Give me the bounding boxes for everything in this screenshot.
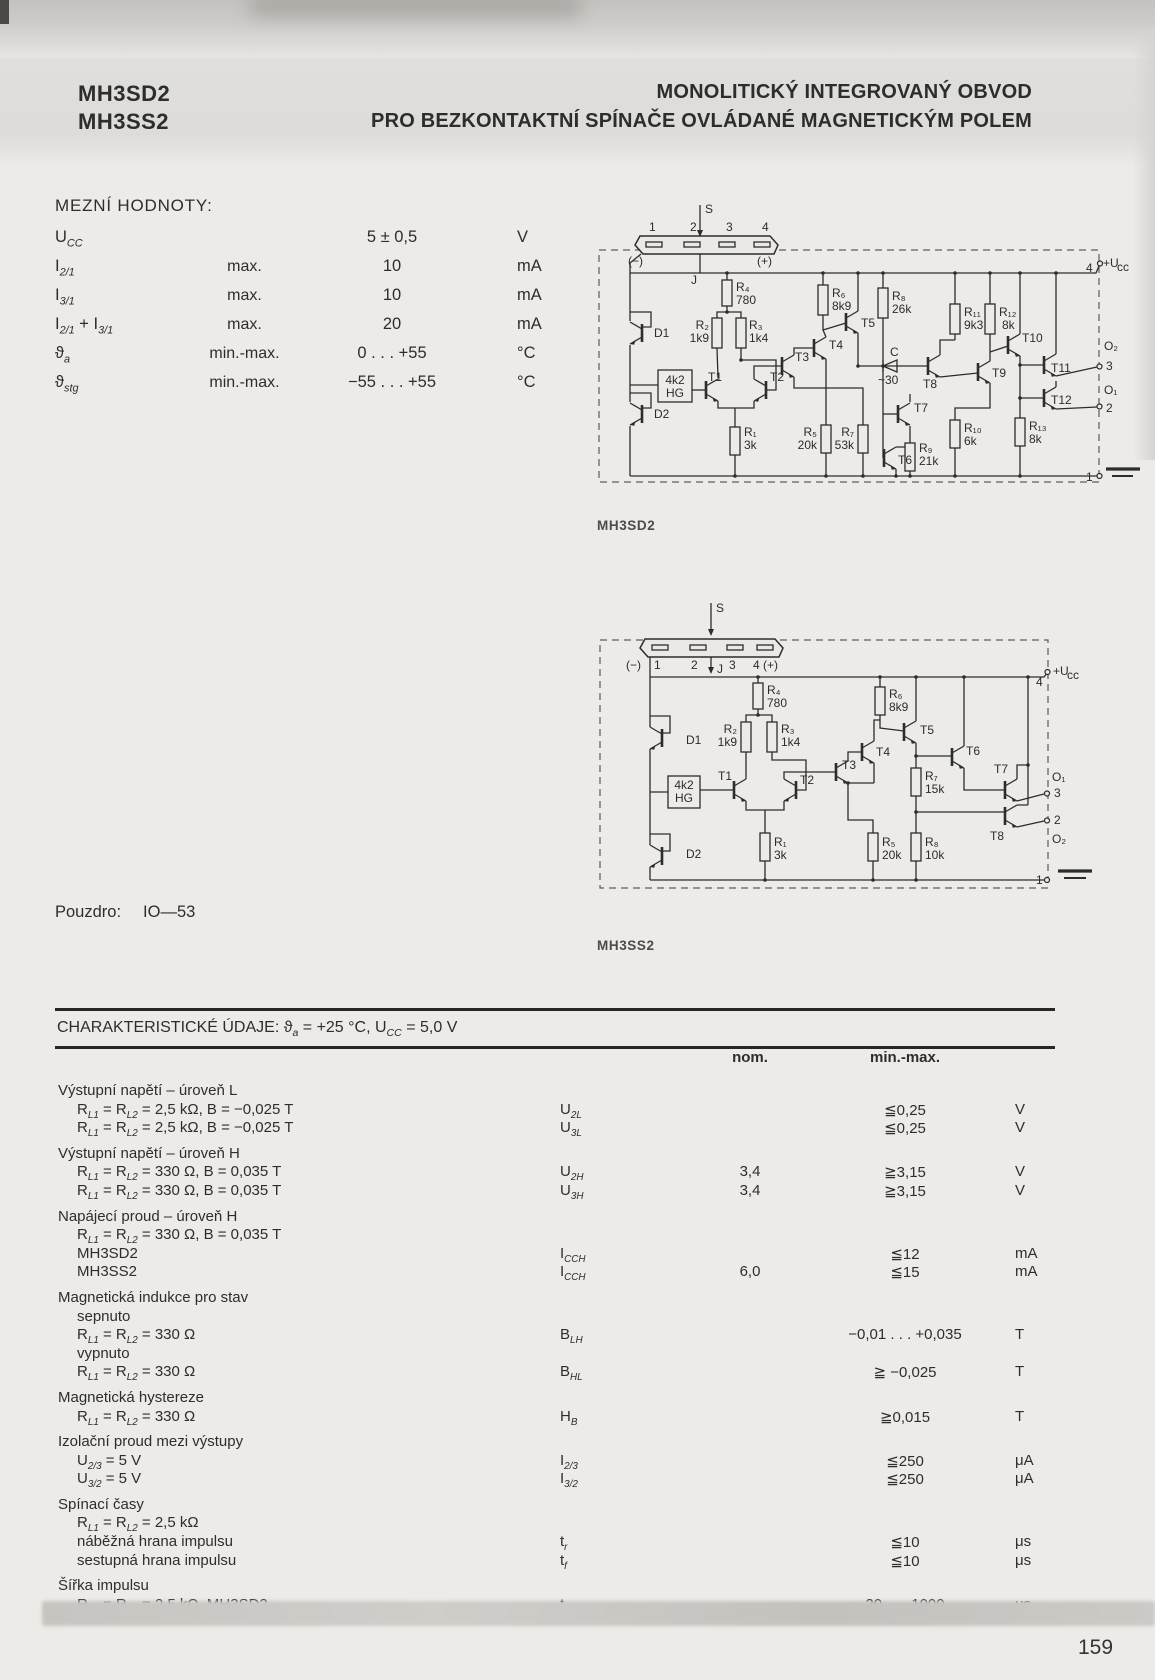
char-symbol: $U_{2H}$ [560, 1163, 584, 1184]
limit-value: 10 [382, 257, 402, 275]
char-group-header: Spínací časy [58, 1495, 144, 1513]
char-symbol: $B_{LH}$ [560, 1326, 583, 1347]
limit-row [55, 257, 615, 286]
part-number-2: MH3SS2 [78, 109, 170, 134]
scan-smudge [250, 0, 580, 16]
char-row [55, 1263, 1055, 1282]
limit-value: 20 [382, 315, 402, 333]
limit-symbol: $I_{2/1} + I_{3/1}$ [55, 315, 114, 337]
diagram-label: O₂ [1052, 832, 1066, 846]
package-label: Pouzdro: [55, 903, 122, 921]
char-minmax-value: ≦250 [886, 1471, 924, 1489]
diagram-label: T12 [1051, 393, 1072, 407]
column-header-minmax: min.-max. [869, 1049, 941, 1066]
diagram-label: D1 [654, 326, 670, 340]
scan-band-bottom [42, 1601, 1155, 1626]
char-condition: MH3SS2 [77, 1263, 138, 1281]
char-minmax-value: ≦0,25 [884, 1120, 926, 1138]
char-condition: $R_{L1} = R_{L2} = 2,5$ kΩ, B = −0,025 T [77, 1119, 294, 1140]
column-headers [55, 1049, 1055, 1075]
limit-unit: mA [517, 315, 542, 333]
limit-value: 5 ± 0,5 [366, 228, 418, 246]
diagram-label: R₄ [767, 683, 781, 697]
limit-unit: °C [517, 344, 536, 362]
char-row [55, 1514, 1055, 1533]
diagram-label: R₉ [919, 441, 933, 455]
char-minmax-value: ≦12 [890, 1245, 920, 1263]
char-condition: $U_{2/3} = 5$ V [77, 1451, 142, 1472]
diagram-label: 26k [892, 302, 912, 316]
diagram-label: 21k [919, 454, 939, 468]
char-row [55, 1245, 1055, 1264]
char-row [55, 1163, 1055, 1182]
char-row [55, 1182, 1055, 1201]
package-value: IO—53 [143, 903, 196, 921]
limit-unit: °C [517, 373, 536, 391]
diagram-label: T6 [898, 453, 913, 467]
diagram-label: T2 [770, 370, 785, 384]
diagram-label: T7 [994, 762, 1009, 776]
char-condition: náběžná hrana impulsu [77, 1533, 233, 1551]
char-condition: $R_{L1} = R_{L2} = 330$ Ω, B = 0,035 T [77, 1226, 282, 1247]
diagram-label: 4 [762, 220, 769, 234]
char-symbol: $I_{CCH}$ [560, 1244, 586, 1265]
char-row [55, 1470, 1055, 1489]
limit-row [55, 228, 615, 257]
limit-condition: max. [227, 258, 262, 275]
diagram-label: R₃ [749, 318, 763, 332]
diagram-label: ~30 [878, 373, 899, 387]
char-group-header: Výstupní napětí – úroveň H [58, 1144, 240, 1162]
char-row [55, 1363, 1055, 1382]
limit-condition: min.-max. [209, 374, 280, 391]
char-minmax-value: ≦0,25 [884, 1101, 926, 1119]
diagram-label: T4 [876, 745, 891, 759]
diagram-label: R₁ [744, 425, 757, 439]
char-row [55, 1552, 1055, 1571]
char-row [55, 1119, 1055, 1138]
char-unit: T [1015, 1326, 1025, 1344]
char-row [55, 1408, 1055, 1427]
char-unit: V [1015, 1100, 1026, 1118]
char-unit: T [1015, 1363, 1025, 1381]
char-row [55, 1101, 1055, 1120]
diagram1-caption: MH3SD2 [597, 518, 656, 533]
diagram-label: R₃ [781, 722, 795, 736]
diagram-label: 20k [882, 848, 902, 862]
char-group-header: Výstupní napětí – úroveň L [58, 1082, 238, 1099]
characteristics-rows [55, 1082, 1055, 1614]
limit-condition: max. [227, 316, 262, 333]
char-symbol: $U_{3L}$ [560, 1119, 582, 1140]
diagram-label: (+) [757, 254, 772, 268]
diagram-label: 1 [649, 220, 656, 234]
diagram-label: +U [1103, 256, 1119, 270]
diagram-label: T1 [718, 769, 733, 783]
diagram-label: 1k9 [717, 735, 737, 749]
limit-condition: min.-max. [209, 345, 280, 362]
char-condition: $R_{L1} = R_{L2} = 330$ Ω, B = 0,035 T [77, 1181, 282, 1202]
diagram-label: 2 [690, 220, 697, 234]
diagram-label: 1k4 [781, 735, 801, 749]
char-minmax-value: ≧3,15 [884, 1182, 926, 1200]
diagram-label: 1 [654, 658, 661, 672]
char-symbol: $I_{2/3}$ [560, 1451, 578, 1472]
char-row [55, 1326, 1055, 1345]
diagram-label: 15k [925, 782, 945, 796]
diagram-label: 3 [726, 220, 733, 234]
diagram-label: 2 [1106, 401, 1113, 415]
diagram-label: 1k4 [749, 331, 769, 345]
char-group-header: Magnetická indukce pro stav [58, 1288, 249, 1306]
char-symbol: $I_{3/2}$ [560, 1470, 578, 1491]
circuit-diagram-mh3sd2 [595, 195, 1155, 495]
char-minmax-value: ≧ −0,025 [873, 1364, 937, 1382]
char-group-header: Izolační proud mezi výstupy [58, 1433, 244, 1451]
diagram-label: S [705, 202, 714, 216]
char-row [55, 1345, 1055, 1364]
diagram-label: R₁₃ [1029, 419, 1047, 433]
diagram-label: J [717, 662, 723, 676]
diagram-label: 780 [767, 696, 788, 710]
diagram-label: cc [1117, 260, 1129, 274]
diagram-label: 4 [1036, 675, 1043, 689]
diagram-label: T1 [708, 370, 723, 384]
limit-unit: mA [517, 286, 542, 304]
title-line-1: MONOLITICKÝ INTEGROVANÝ OBVOD [656, 81, 1032, 103]
limit-symbol: $ϑ_a$ [55, 344, 71, 366]
diagram-label: T3 [842, 758, 857, 772]
char-minmax-value: ≧0,015 [879, 1408, 931, 1426]
char-minmax-value: −0,01 . . . +0,035 [848, 1326, 962, 1344]
char-unit: μA [1015, 1470, 1034, 1488]
diagram-label: 3 [1054, 786, 1061, 800]
diagram-label: R₈ [925, 835, 939, 849]
char-symbol: $U_{2L}$ [560, 1100, 582, 1121]
page-number: 159 [1078, 1636, 1114, 1659]
diagram-label: T2 [800, 773, 815, 787]
diagram-label: 6k [964, 434, 977, 448]
limit-unit: V [517, 228, 529, 246]
limit-values-section [55, 196, 615, 402]
diagram-label: T11 [1051, 361, 1071, 375]
limit-condition: max. [227, 287, 262, 304]
char-minmax-value: ≦10 [890, 1534, 920, 1552]
char-row [55, 1226, 1055, 1245]
char-unit: μA [1015, 1451, 1034, 1469]
char-unit: V [1015, 1163, 1026, 1181]
diagram-label: J [691, 273, 697, 287]
diagram-label: 8k [1029, 432, 1042, 446]
char-condition: $R_{L1} = R_{L2} = 330$ Ω [77, 1407, 196, 1428]
limit-row [55, 344, 615, 373]
limit-value: 0 . . . +55 [357, 344, 427, 362]
package-line [55, 903, 195, 922]
diagram-label: 53k [834, 438, 854, 452]
diagram-label: S [716, 601, 725, 615]
limit-row [55, 315, 615, 344]
char-condition: sepnuto [77, 1307, 131, 1325]
char-condition: $R_{L1} = R_{L2} = 330$ Ω, B = 0,035 T [77, 1163, 282, 1184]
diagram-label: 8k9 [889, 700, 909, 714]
diagram-label: O₂ [1104, 339, 1118, 353]
diagram-label: 3k [744, 438, 757, 452]
diagram-label: R₆ [889, 687, 903, 701]
char-unit: μs [1015, 1551, 1032, 1569]
char-symbol: $B_{HL}$ [560, 1363, 583, 1384]
diagram-label: T10 [1022, 331, 1043, 345]
limit-symbol: $ϑ_{stg}$ [55, 373, 79, 395]
char-group-header: Napájecí proud – úroveň H [58, 1207, 238, 1225]
limit-row [55, 373, 615, 402]
limit-value: −55 . . . +55 [347, 373, 437, 391]
limit-symbol: $I_{3/1}$ [55, 286, 75, 308]
char-condition: $R_{L1} = R_{L2} = 330$ Ω [77, 1326, 196, 1347]
char-nom-value: 3,4 [739, 1163, 761, 1181]
diagram-label: D1 [686, 733, 702, 747]
diagram-label: 2 [1054, 813, 1061, 827]
char-minmax-value: ≦15 [890, 1264, 920, 1282]
diagram-label: C [890, 345, 899, 359]
diagram-label: +U [1053, 664, 1069, 678]
diagram-label: (−) [626, 658, 641, 672]
limit-symbol: $U_{CC}$ [55, 228, 83, 250]
diagram-label: HG [666, 386, 684, 400]
char-symbol: $H_B$ [560, 1407, 578, 1428]
part-numbers [78, 80, 170, 136]
char-minmax-value: ≦10 [890, 1552, 920, 1570]
diagram-label: HG [675, 791, 693, 805]
char-condition: vypnuto [77, 1344, 130, 1362]
diagram-label: 4 [753, 658, 760, 672]
diagram-label: R₁ [774, 835, 787, 849]
char-unit: mA [1015, 1244, 1038, 1262]
title-line-2: PRO BEZKONTAKTNÍ SPÍNAČE OVLÁDANÉ MAGNETICKÝM POLEM [371, 110, 1032, 132]
circuit-diagram-mh3ss2 [595, 565, 1155, 905]
diagram-label: 4k2 [665, 373, 685, 387]
diagram-label: cc [1067, 668, 1079, 682]
diagram-label: R₅ [882, 835, 896, 849]
diagram-label: O₁ [1052, 770, 1066, 784]
char-minmax-value: ≧3,15 [884, 1164, 926, 1182]
char-row [55, 1533, 1055, 1552]
diagram-label: R₆ [832, 286, 846, 300]
diagram-label: R₂ [723, 722, 737, 736]
diagram-label: T8 [990, 829, 1005, 843]
char-condition: $R_{L1} = R_{L2} = 330$ Ω [77, 1363, 196, 1384]
diagram-label: 3 [1106, 359, 1113, 373]
diagram-label: T8 [923, 377, 938, 391]
diagram-label: 4 [1086, 261, 1093, 275]
limit-value: 10 [382, 286, 402, 304]
char-minmax-value: ≦250 [886, 1452, 924, 1470]
diagram-label: R₇ [925, 769, 938, 783]
diagram-label: (+) [763, 658, 778, 672]
char-unit: T [1015, 1407, 1025, 1425]
diagram-label: R₁₀ [964, 421, 982, 435]
diagram-label: 2 [691, 658, 698, 672]
char-symbol: $t_r$ [560, 1533, 568, 1554]
diagram-label: 4k2 [674, 778, 694, 792]
char-group-header: Magnetická hystereze [58, 1388, 204, 1406]
diagram-label: 3 [729, 658, 736, 672]
diagram-label: 9k3 [964, 318, 984, 332]
diagram-label: (−) [628, 254, 643, 268]
diagram-label: 8k9 [832, 299, 852, 313]
diagram-label: 3k [774, 848, 787, 862]
char-unit: V [1015, 1181, 1026, 1199]
limit-row [55, 286, 615, 315]
char-symbol: $t_f$ [560, 1551, 567, 1572]
diagram-label: R₅ [803, 425, 817, 439]
diagram-label: 1 [1086, 470, 1093, 484]
limit-unit: mA [517, 257, 542, 275]
diagram-label: O₁ [1104, 383, 1118, 397]
char-row [55, 1308, 1055, 1327]
char-condition: $R_{L1} = R_{L2} = 2,5$ kΩ, B = −0,025 T [77, 1100, 294, 1121]
diagram-label: T5 [920, 723, 935, 737]
diagram-label: 10k [925, 848, 945, 862]
diagram-label: 780 [736, 293, 757, 307]
diagram-label: 8k [1002, 318, 1015, 332]
diagram-label: 1 [1036, 873, 1043, 887]
column-header-nom: nom. [732, 1049, 768, 1066]
char-nom-value: 3,4 [739, 1181, 761, 1199]
char-unit: V [1015, 1119, 1026, 1137]
diagram-label: T3 [795, 350, 810, 364]
limit-symbol: $I_{2/1}$ [55, 257, 75, 279]
diagram-label: R₄ [736, 280, 750, 294]
limits-table [55, 228, 615, 402]
char-group-header: Šířka impulsu [58, 1577, 149, 1595]
diagram-label: R₇ [841, 425, 854, 439]
page-title [371, 78, 1032, 136]
char-condition: $R_{L1} = R_{L2} = 2,5$ kΩ [77, 1514, 199, 1535]
diagram-label: R₂ [695, 318, 709, 332]
char-nom-value: 6,0 [739, 1263, 761, 1281]
characteristics-table [55, 1008, 1055, 1614]
diagram-label: R₁₂ [999, 305, 1017, 319]
char-condition: sestupná hrana impulsu [77, 1551, 237, 1569]
diagram2-caption: MH3SS2 [597, 938, 655, 953]
char-condition: $U_{3/2} = 5$ V [77, 1470, 142, 1491]
scan-corner-mark [0, 0, 9, 24]
diagram-label: D2 [654, 407, 670, 421]
diagram-label: T5 [861, 316, 876, 330]
part-number-1: MH3SD2 [78, 81, 171, 106]
diagram-label: T9 [992, 366, 1007, 380]
diagram-label: T7 [914, 401, 929, 415]
diagram-label: 1k9 [689, 331, 709, 345]
diagram-label: T4 [829, 338, 844, 352]
diagram-label: 20k [797, 438, 817, 452]
char-unit: mA [1015, 1263, 1038, 1281]
char-symbol: $U_{3H}$ [560, 1181, 584, 1202]
diagram-label: D2 [686, 847, 702, 861]
diagram-label: R₈ [892, 289, 906, 303]
char-condition: MH3SD2 [77, 1244, 138, 1262]
limits-heading: MEZNÍ HODNOTY: [55, 196, 213, 215]
characteristics-heading: CHARAKTERISTICKÉ ÚDAJE: $ϑ_a = +25$ °C, $U_{CC} = 5,0$ V [57, 1019, 458, 1040]
char-unit: μs [1015, 1533, 1032, 1551]
char-symbol: $I_{CCH}$ [560, 1263, 586, 1284]
char-row [55, 1452, 1055, 1471]
diagram-label: T6 [966, 744, 981, 758]
diagram-label: R₁₁ [964, 305, 981, 319]
